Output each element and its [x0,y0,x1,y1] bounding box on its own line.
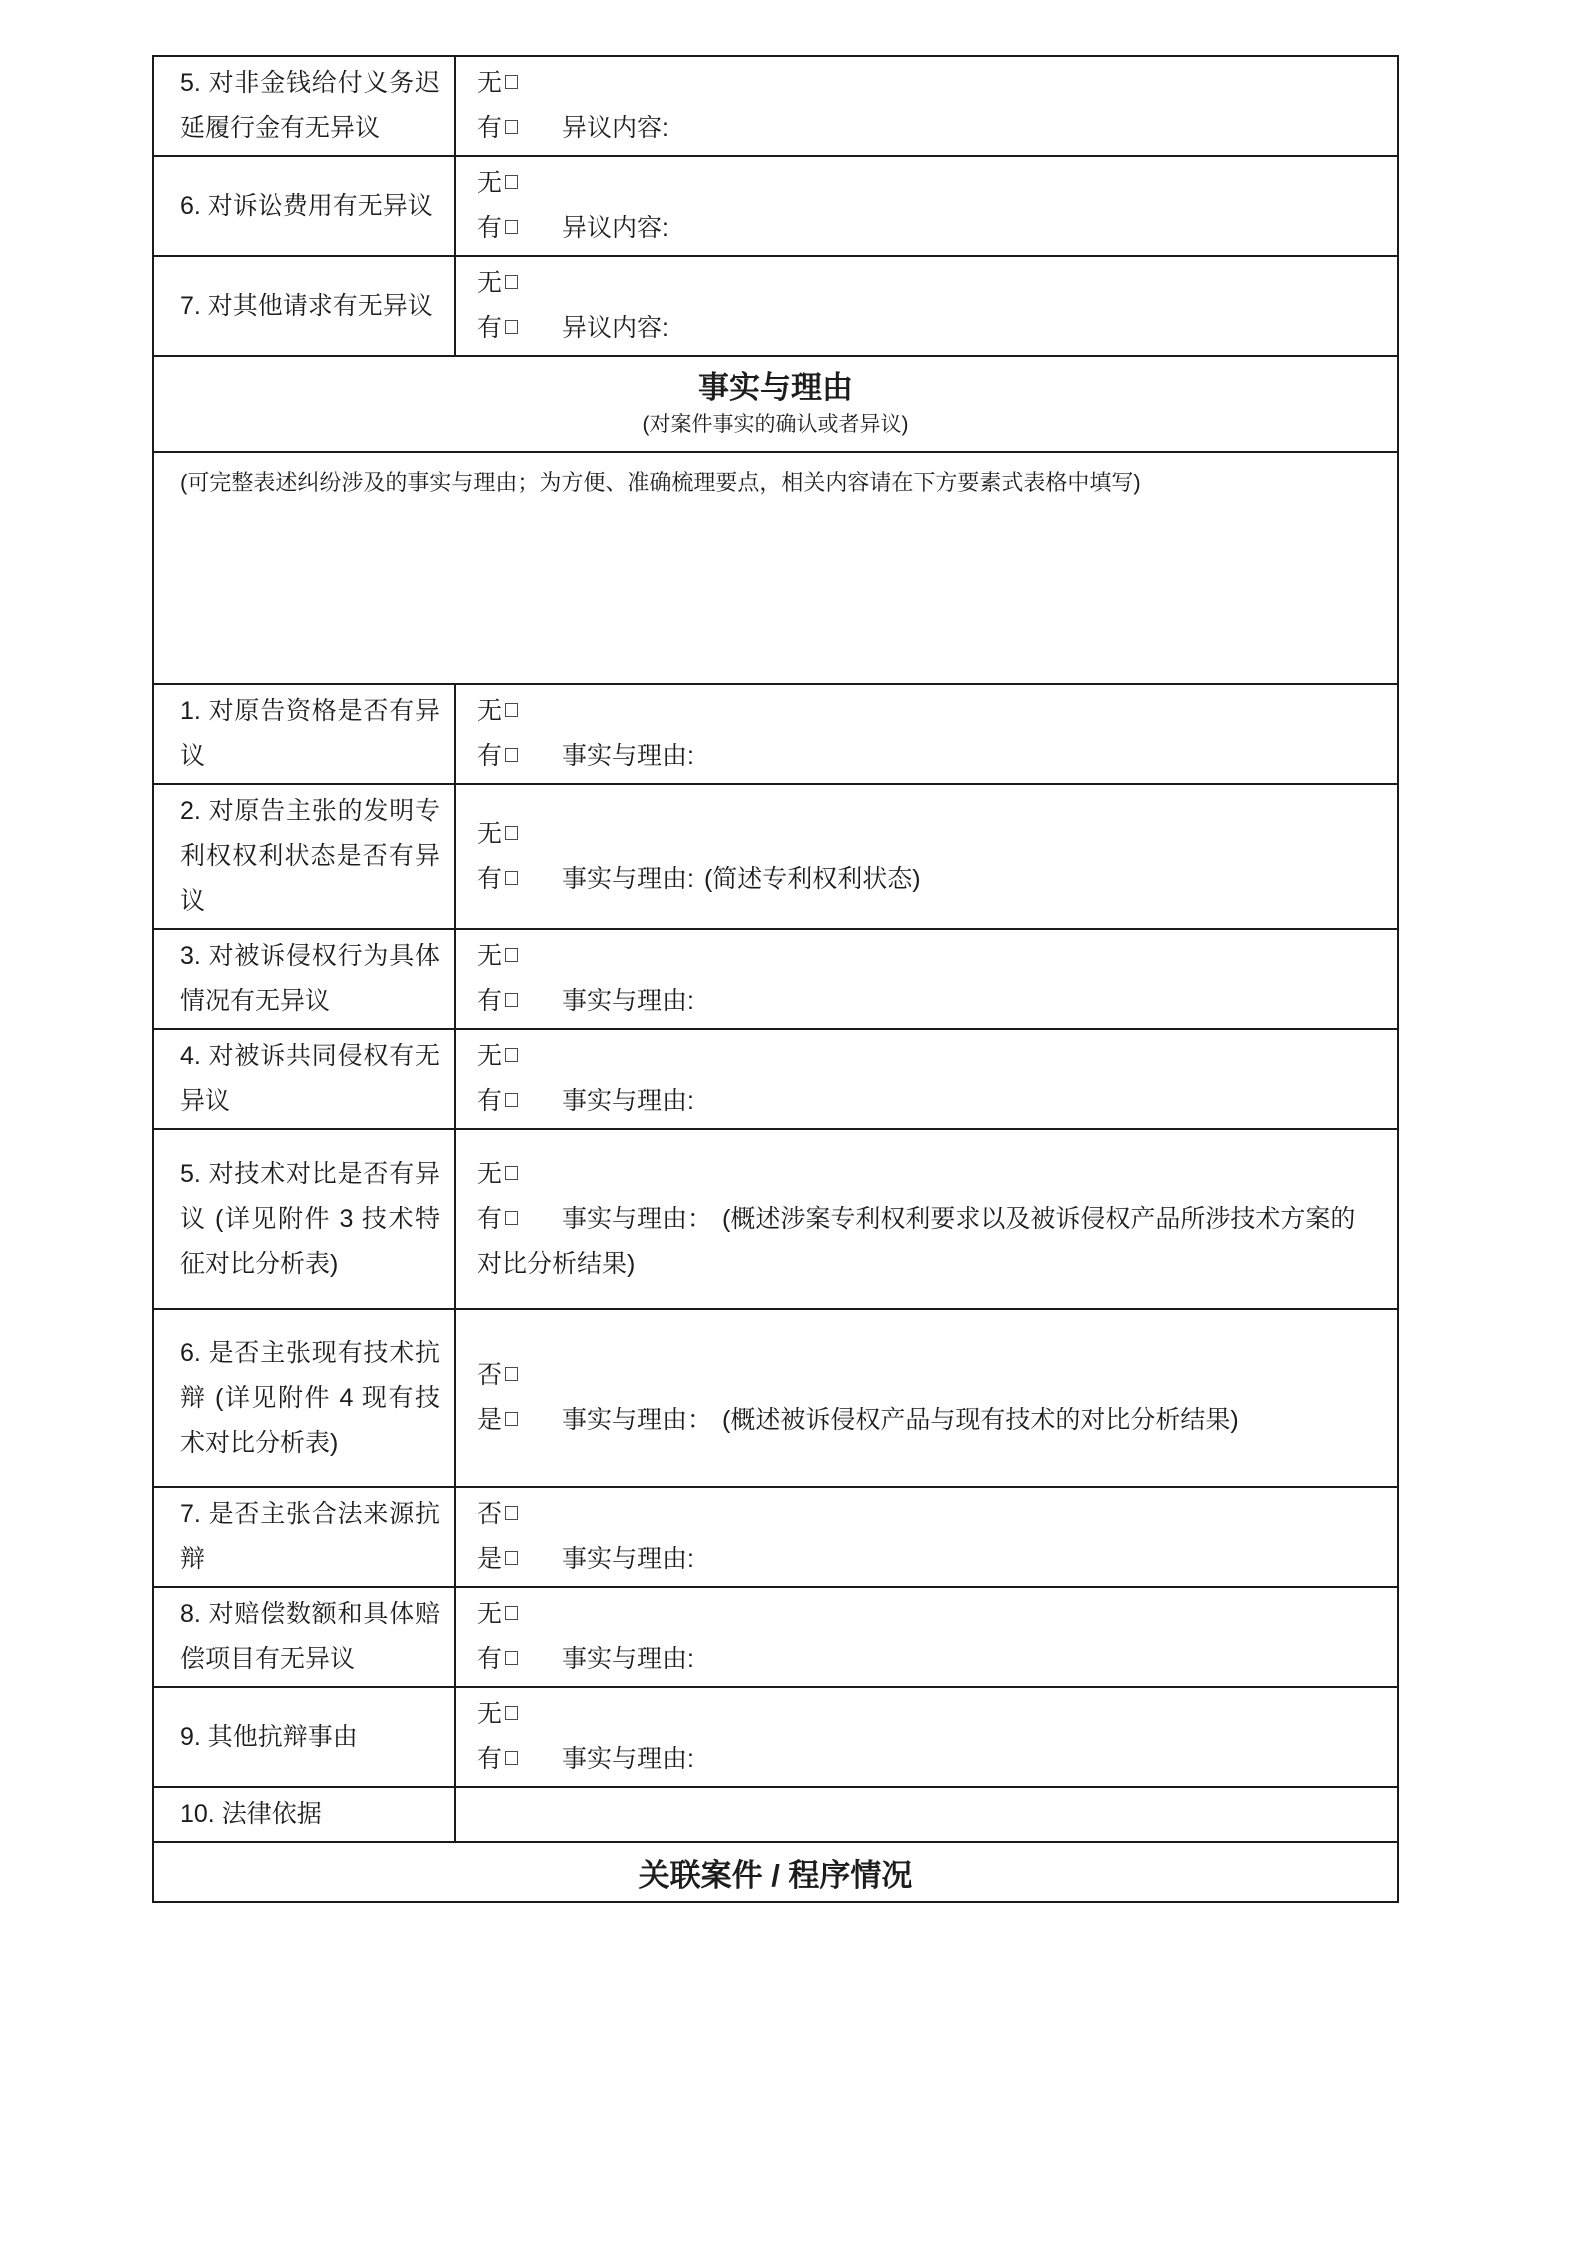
table-row [153,156,1398,256]
option-no-label: 无 [477,1159,503,1188]
checkbox-icon [505,993,518,1007]
option-yes-label: 有 [477,742,503,770]
answer-cell [455,784,1398,929]
option-yes-label: 有 [477,1087,503,1115]
question-label: 7. 对其他请求有无异议 [153,256,455,356]
answer-form-table [152,55,1399,1903]
detail-label: 事实与理由: [562,742,694,770]
hint-text: (概述涉案专利权利要求以及被诉侵权产品所涉技术方案的对比分析结果) [477,1204,1356,1278]
detail-label: 异议内容: [562,114,669,142]
answer-cell [455,1587,1398,1687]
question-label: 3. 对被诉侵权行为具体情况有无异议 [153,929,455,1029]
checkbox-icon [505,120,518,134]
checkbox-icon [505,1651,518,1665]
detail-label: 事实与理由: [562,1645,694,1673]
hint-text: (简述专利权利状态) [703,864,921,893]
answer-cell [455,1029,1398,1129]
checkbox-icon [505,1606,518,1620]
section-header-cell [153,356,1398,452]
question-label: 5. 对技术对比是否有异议 (详见附件 3 技术特征对比分析表) [153,1129,455,1309]
question-label: 1. 对原告资格是否有异议 [153,684,455,784]
detail-label: 异议内容: [562,214,669,242]
table-row [153,784,1398,929]
checkbox-icon [505,703,518,717]
answer-cell [455,156,1398,256]
checkbox-icon [505,220,518,234]
option-no-label: 无 [477,1600,503,1628]
option-no-label: 无 [477,269,503,297]
checkbox-icon [505,1506,518,1520]
question-label: 10. 法律依据 [153,1787,455,1842]
answer-cell [455,256,1398,356]
checkbox-icon [505,748,518,762]
option-yes-label: 是 [477,1545,503,1573]
checkbox-icon [505,1551,518,1565]
detail-label: 事实与理由: [562,1087,694,1115]
option-no-label: 无 [477,1042,503,1070]
answer-cell-empty [455,1787,1398,1842]
table-row [153,1129,1398,1309]
checkbox-icon [505,320,518,334]
table-row [153,256,1398,356]
option-no-label: 无 [477,69,503,97]
section-subtitle: (对案件事实的确认或者异议) [642,413,909,436]
question-label: 5. 对非金钱给付义务迟延履行金有无异议 [153,56,455,156]
table-row [153,1309,1398,1487]
section-title: 事实与理由 [698,370,853,405]
checkbox-icon [505,1751,518,1765]
option-no-label: 无 [477,942,503,970]
question-label: 4. 对被诉共同侵权有无异议 [153,1029,455,1129]
answer-cell [455,56,1398,156]
table-row [153,1687,1398,1787]
hint-text: (概述被诉侵权产品与现有技术的对比分析结果) [722,1406,1239,1434]
option-yes-label: 有 [477,1645,503,1673]
question-label: 7. 是否主张合法来源抗辩 [153,1487,455,1587]
related-section-title: 关联案件 / 程序情况 [153,1842,1398,1902]
option-yes-label: 有 [477,987,503,1015]
checkbox-icon [505,1412,518,1426]
option-yes-label: 有 [477,1204,503,1233]
option-yes-label: 是 [477,1406,503,1434]
detail-label: 异议内容: [562,314,669,342]
answer-cell [455,684,1398,784]
question-label: 6. 对诉讼费用有无异议 [153,156,455,256]
answer-cell [455,1129,1398,1309]
option-no-label: 无 [477,819,503,848]
option-yes-label: 有 [477,114,503,142]
table-row [153,56,1398,156]
detail-label: 事实与理由: [562,987,694,1015]
checkbox-icon [505,175,518,189]
related-section-header-row [153,1842,1398,1902]
section-header-row [153,356,1398,452]
option-no-label: 无 [477,697,503,725]
option-no-label: 否 [477,1361,503,1389]
detail-label: 事实与理由: [562,864,694,893]
option-yes-label: 有 [477,214,503,242]
answer-cell [455,1687,1398,1787]
checkbox-icon [505,1048,518,1062]
option-no-label: 无 [477,1700,503,1728]
table-row [153,929,1398,1029]
option-yes-label: 有 [477,864,503,893]
checkbox-icon [505,1093,518,1107]
checkbox-icon [505,75,518,89]
detail-label: 事实与理由： [562,1406,713,1434]
checkbox-icon [505,275,518,289]
question-label: 2. 对原告主张的发明专利权权利状态是否有异议 [153,784,455,929]
note-text: (可完整表述纠纷涉及的事实与理由；为方便、准确梳理要点，相关内容请在下方要素式表格中填写) [153,452,1398,684]
checkbox-icon [505,1367,518,1381]
option-yes-label: 有 [477,314,503,342]
question-label: 8. 对赔偿数额和具体赔偿项目有无异议 [153,1587,455,1687]
option-no-label: 否 [477,1500,503,1528]
checkbox-icon [505,948,518,962]
detail-label: 事实与理由: [562,1545,694,1573]
answer-cell [455,1487,1398,1587]
detail-label: 事实与理由： [562,1204,713,1233]
table-row [153,1787,1398,1842]
option-no-label: 无 [477,169,503,197]
checkbox-icon [505,871,518,885]
answer-cell [455,929,1398,1029]
table-row [153,1487,1398,1587]
option-yes-label: 有 [477,1745,503,1773]
checkbox-icon [505,1166,518,1180]
detail-label: 事实与理由: [562,1745,694,1773]
question-label: 6. 是否主张现有技术抗辩 (详见附件 4 现有技术对比分析表) [153,1309,455,1487]
table-row [153,1587,1398,1687]
table-row [153,684,1398,784]
table-row [153,1029,1398,1129]
note-row [153,452,1398,684]
checkbox-icon [505,1706,518,1720]
checkbox-icon [505,826,518,840]
answer-cell [455,1309,1398,1487]
question-label: 9. 其他抗辩事由 [153,1687,455,1787]
checkbox-icon [505,1211,518,1225]
